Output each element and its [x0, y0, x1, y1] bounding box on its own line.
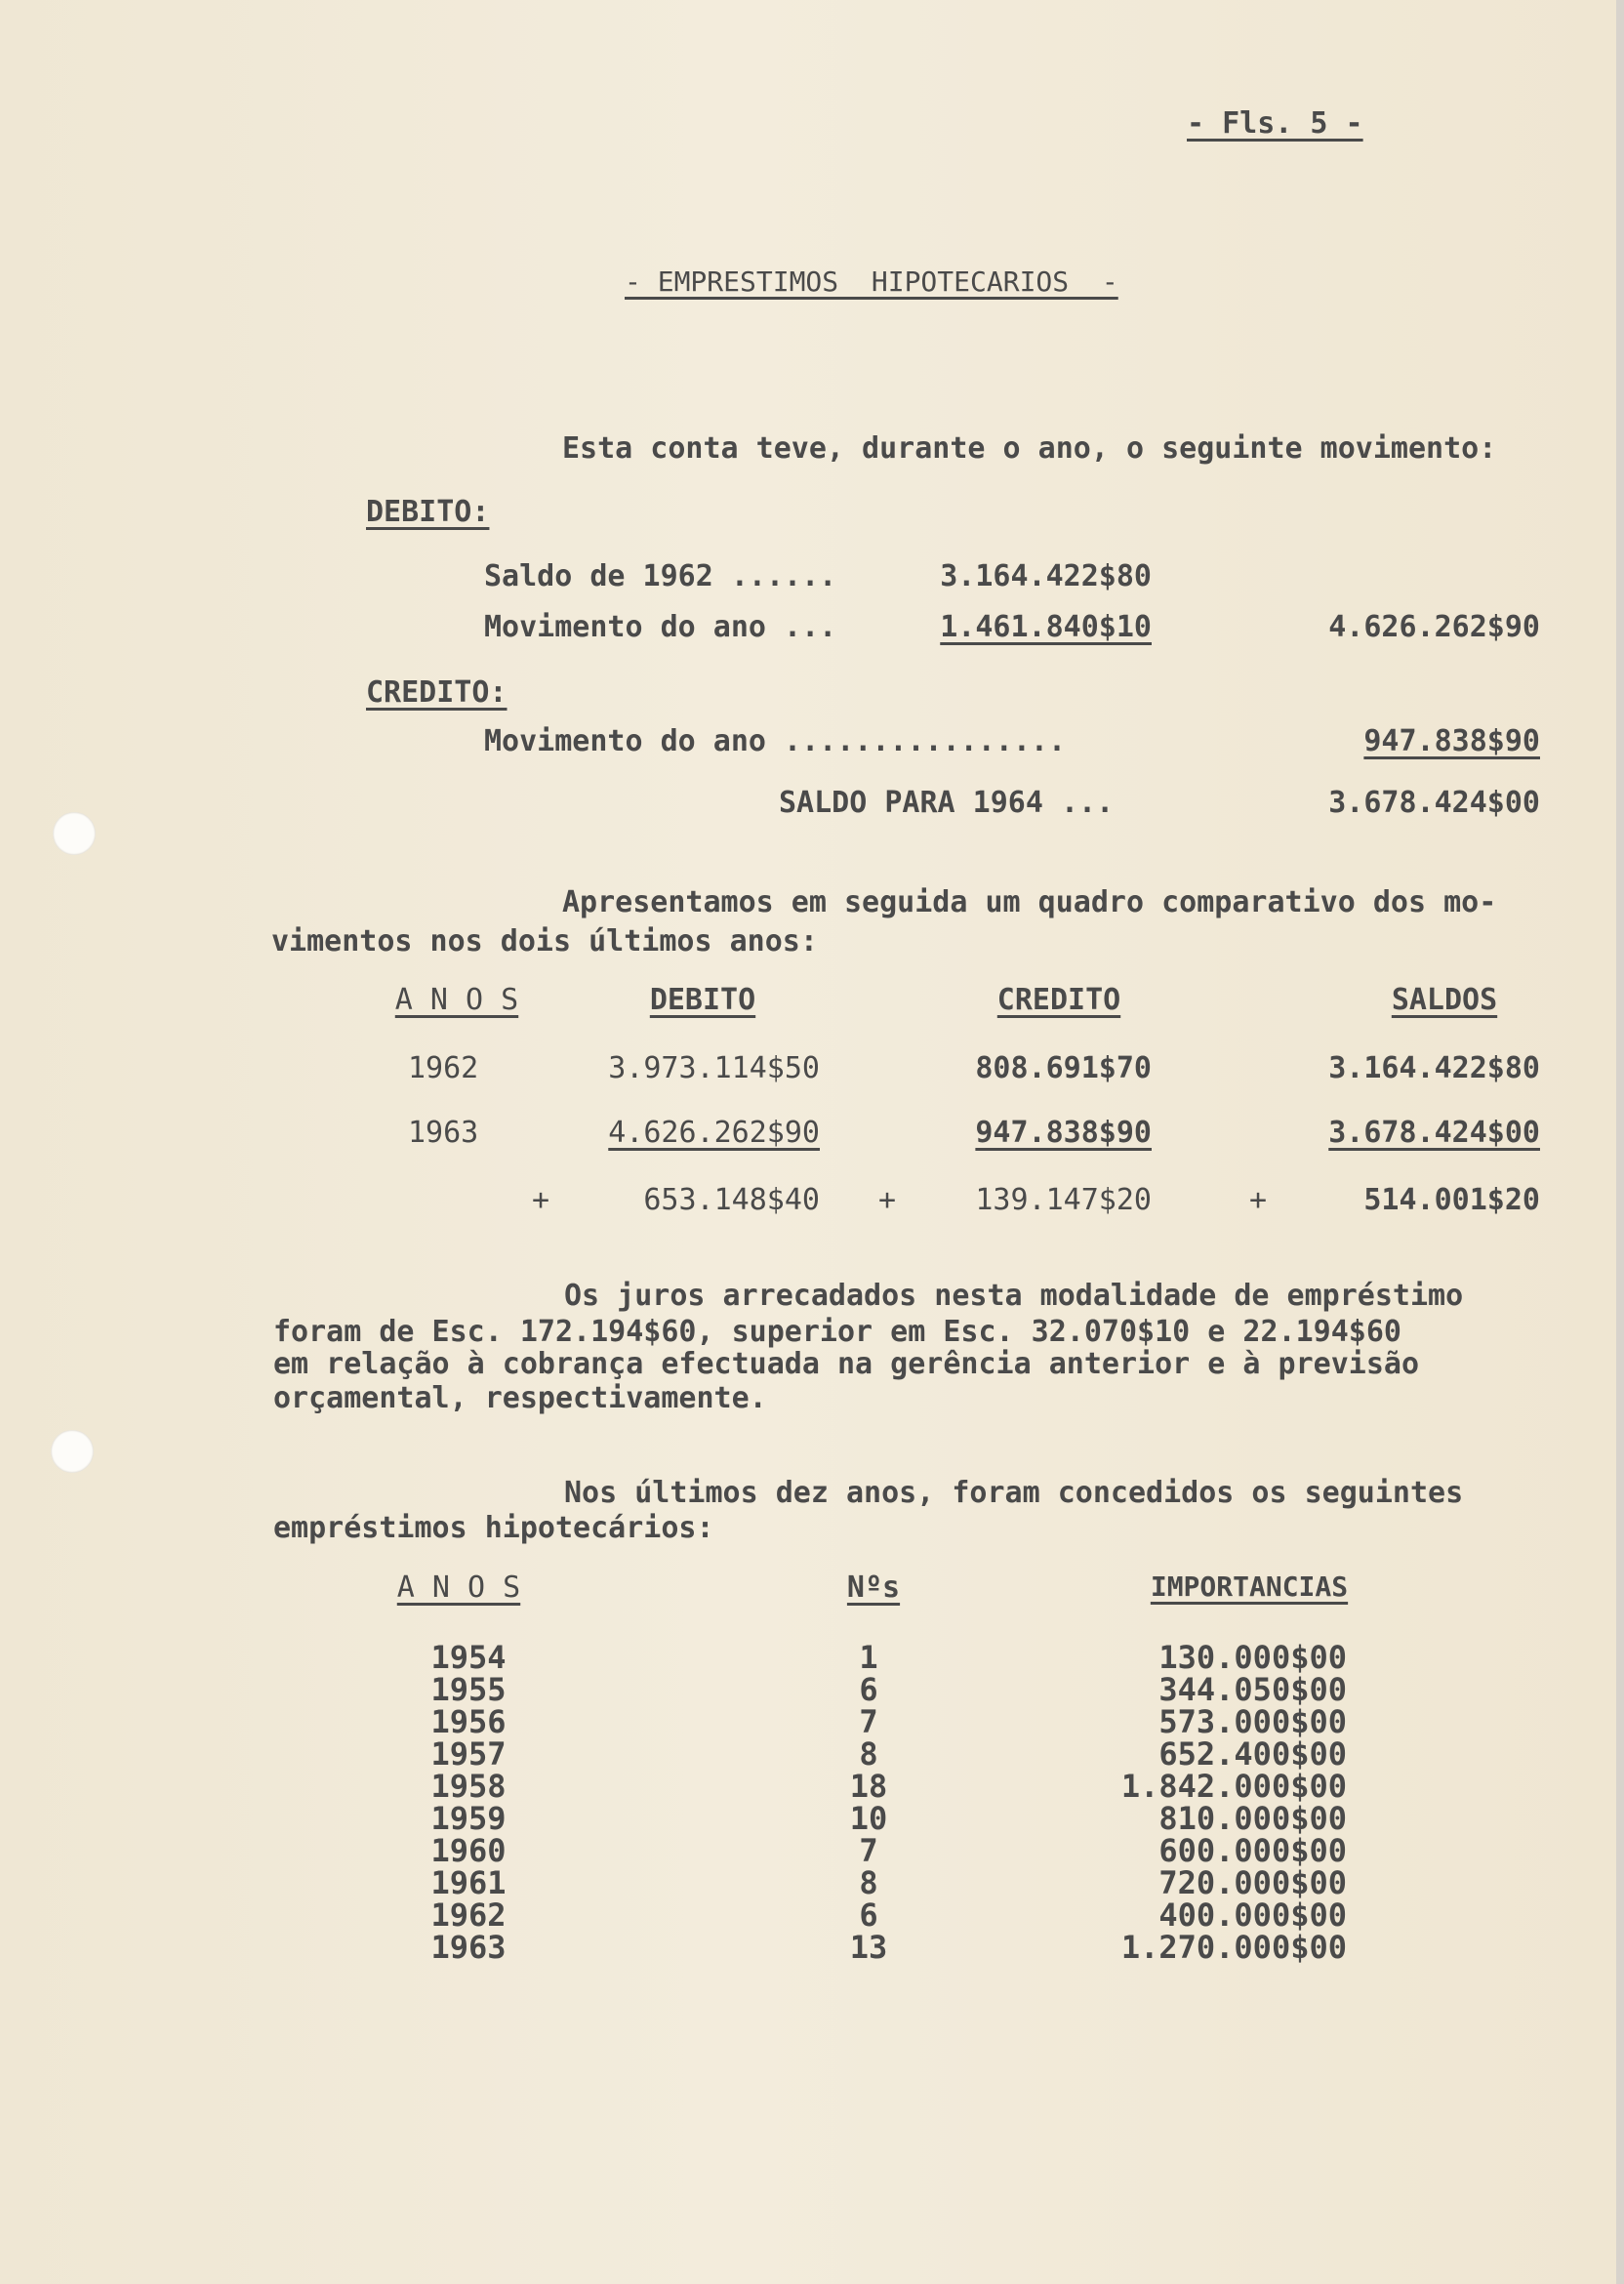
diff-debito-value: 653.148$40 [643, 1183, 820, 1217]
comparison-row-1962-saldo: 3.164.422$80 [1328, 1051, 1540, 1085]
comparison-row-1962-credito: 808.691$70 [975, 1051, 1152, 1085]
loans-amount: 810.000$00 [1158, 1800, 1347, 1837]
intro-text: Esta conta teve, durante o ano, o seguinte movimento: [562, 431, 1497, 466]
punch-hole-top [53, 812, 96, 855]
comparison-intro-line-1: Apresentamos em seguida um quadro comparativo dos mo- [562, 885, 1497, 919]
loans-amount: 400.000$00 [1158, 1897, 1347, 1934]
loans-count: 6 [859, 1897, 878, 1934]
section-title: - EMPRESTIMOS HIPOTECARIOS - [625, 265, 1118, 298]
movimento-debito-label: Movimento do ano ... [484, 610, 837, 644]
loans-amount: 652.400$00 [1158, 1735, 1347, 1773]
diff-credito-sign: + [878, 1183, 897, 1217]
juros-line-1: Os juros arrecadados nesta modalidade de empréstimo [564, 1279, 1464, 1313]
loans-counts-column [830, 1639, 908, 1966]
movimento-credito-label: Movimento do ano ................ [484, 724, 1067, 758]
comparison-header-anos: A N O S [394, 983, 519, 1017]
loans-header-importancias: IMPORTANCIAS [1150, 1570, 1349, 1603]
diff-debito-sign: + [532, 1183, 550, 1217]
juros-line-3: em relação à cobrança efectuada na gerência anterior e à previsão [273, 1347, 1419, 1381]
loans-amounts-column [1054, 1639, 1347, 1966]
loans-header-nos: Nºs [846, 1570, 901, 1605]
saldo-1962-label: Saldo de 1962 ...... [484, 559, 837, 593]
punch-hole-bottom [51, 1430, 94, 1473]
loans-count: 6 [859, 1671, 878, 1708]
diff-saldo-sign: + [1249, 1183, 1268, 1217]
movimento-credito-value: 947.838$90 [1363, 724, 1540, 758]
loans-amount: 1.842.000$00 [1120, 1768, 1347, 1805]
loans-count: 10 [849, 1800, 888, 1837]
loans-years-column [420, 1639, 517, 1966]
loans-count: 7 [859, 1832, 878, 1869]
loans-count: 8 [859, 1864, 878, 1901]
loans-year: 1959 [430, 1800, 507, 1837]
comparison-header-saldos: SALDOS [1391, 983, 1498, 1017]
debito-total: 4.626.262$90 [1328, 610, 1540, 644]
loans-count: 18 [849, 1768, 888, 1805]
juros-line-4: orçamental, respectivamente. [273, 1381, 767, 1415]
loans-year: 1960 [430, 1832, 507, 1869]
loans-year: 1957 [430, 1735, 507, 1773]
juros-line-2: foram de Esc. 172.194$60, superior em Esc. 32.070$10 e 22.194$60 [273, 1315, 1401, 1349]
saldo-1962-value: 3.164.422$80 [940, 559, 1152, 593]
loans-amount: 344.050$00 [1158, 1671, 1347, 1708]
diff-saldo-value: 514.001$20 [1363, 1183, 1540, 1217]
loans-intro-line-2: empréstimos hipotecários: [273, 1511, 714, 1545]
loans-year: 1956 [430, 1703, 507, 1740]
saldo-1964-value: 3.678.424$00 [1328, 786, 1540, 820]
loans-amount: 130.000$00 [1158, 1639, 1347, 1676]
comparison-header-debito: DEBITO [649, 983, 756, 1017]
loans-year: 1954 [430, 1639, 507, 1676]
loans-year: 1955 [430, 1671, 507, 1708]
comparison-row-1962-debito: 3.973.114$50 [608, 1051, 820, 1085]
loans-year: 1961 [430, 1864, 507, 1901]
loans-count: 7 [859, 1703, 878, 1740]
comparison-row-1963-saldo: 3.678.424$00 [1328, 1116, 1540, 1150]
loans-count: 8 [859, 1735, 878, 1773]
movimento-debito-value: 1.461.840$10 [940, 610, 1152, 644]
comparison-row-1963-debito: 4.626.262$90 [608, 1116, 820, 1150]
comparison-row-1962-year: 1962 [408, 1051, 479, 1085]
debito-label: DEBITO: [366, 495, 490, 529]
credito-label: CREDITO: [366, 675, 508, 710]
comparison-intro-line-2: vimentos nos dois últimos anos: [271, 924, 818, 958]
page-edge [1616, 0, 1624, 2284]
loans-count: 1 [859, 1639, 878, 1676]
loans-count: 13 [849, 1929, 888, 1966]
loans-amount: 573.000$00 [1158, 1703, 1347, 1740]
comparison-header-credito: CREDITO [996, 983, 1121, 1017]
saldo-1964-label: SALDO PARA 1964 ... [779, 786, 1115, 820]
loans-amount: 1.270.000$00 [1120, 1929, 1347, 1966]
diff-credito-value: 139.147$20 [975, 1183, 1152, 1217]
loans-intro-line-1: Nos últimos dez anos, foram concedidos os seguintes [564, 1476, 1464, 1510]
loans-amount: 600.000$00 [1158, 1832, 1347, 1869]
loans-year: 1958 [430, 1768, 507, 1805]
loans-header-anos: A N O S [396, 1570, 521, 1605]
loans-year: 1962 [430, 1897, 507, 1934]
loans-year: 1963 [430, 1929, 507, 1966]
loans-amount: 720.000$00 [1158, 1864, 1347, 1901]
comparison-row-1963-year: 1963 [408, 1116, 479, 1150]
comparison-row-1963-credito: 947.838$90 [975, 1116, 1152, 1150]
page-number: - Fls. 5 - [1187, 106, 1363, 141]
